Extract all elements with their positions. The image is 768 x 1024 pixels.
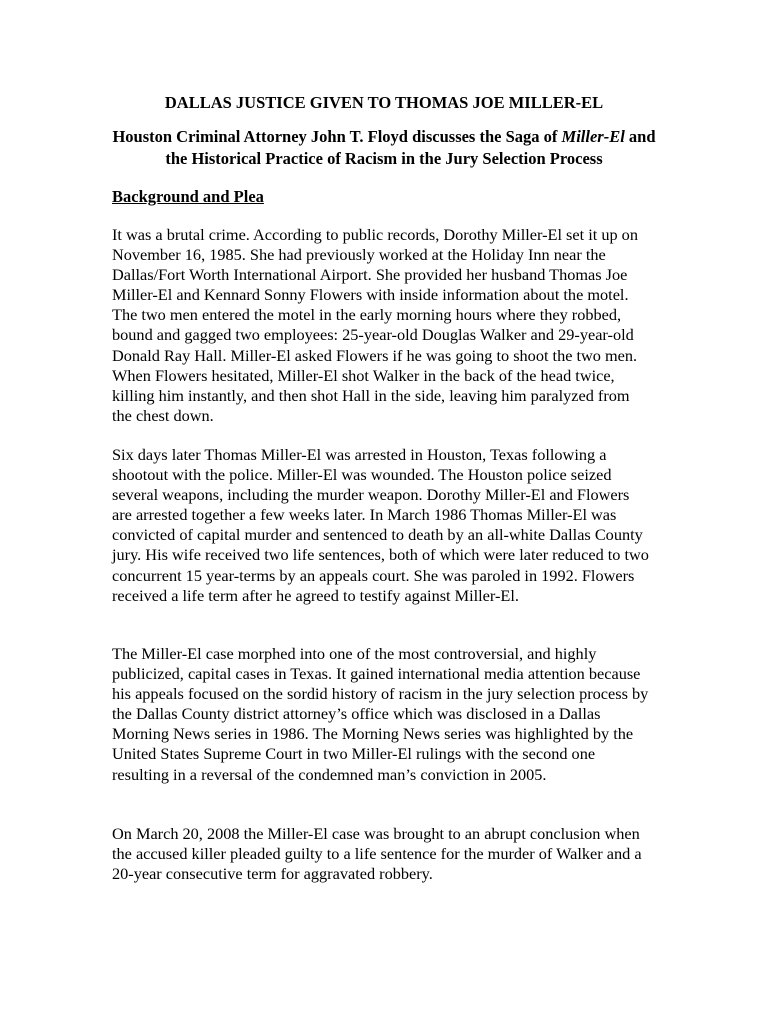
body-paragraph-1: It was a brutal crime. According to public records, Dorothy Miller-El set it up on November 16, 1985. She had previously worked at the Holiday Inn near the Dallas/Fort Worth International Airport. She provided her husband Thomas Joe Miller-El and Kennard Sonny Flowers with inside information about the motel. The two men entered the motel in the early morning hours where they robbed, bound and gagged two employees: 25-year-old Douglas Walker and 29-year-old Donald Ray Hall. Miller-El asked Flowers if he was going to shoot the two men. When Flowers hesitated, Miller-El shot Walker in the back of the head twice, killing him instantly, and then shot Hall in the side, leaving him paralyzed from the chest down. <box>112 225 638 425</box>
document-title: DALLAS JUSTICE GIVEN TO THOMAS JOE MILLER-EL <box>164 93 604 112</box>
subtitle-text-before: Houston Criminal Attorney John T. Floyd discusses the Saga of <box>112 127 562 146</box>
subtitle-italic-case-name: Miller-El <box>561 127 625 146</box>
body-paragraph-3: The Miller-El case morphed into one of the most controversial, and highly publicized, capital cases in Texas. It gained international media attention because his appeals focused on the sordid history of racism in the jury selection process by the Dallas County district attorney’s office which was disclosed in a Dallas Morning News series in 1986. The Morning News series was highlighted by the United States Supreme Court in two Miller-El rulings with the second one resulting in a reversal of the condemned man’s conviction in 2005. <box>112 644 649 784</box>
subtitle-text-after: and the Historical Practice of Racism in the Jury Selection Process <box>165 127 656 168</box>
body-paragraph-2: Six days later Thomas Miller-El was arrested in Houston, Texas following a shootout with the police. Miller-El was wounded. The Houston police seized several weapons, including the murder weapon. Dorothy Miller-El and Flowers are arrested together a few weeks later. In March 1986 Thomas Miller-El was convicted of capital murder and sentenced to death by an all-white Dallas County jury. His wife received two life sentences, both of which were later reduced to two concurrent 15 year-terms by an appeals court. She was paroled in 1992. Flowers received a life term after he agreed to testify against Miller-El. <box>112 445 649 605</box>
body-paragraph-4: On March 20, 2008 the Miller-El case was brought to an abrupt conclusion when the accused killer pleaded guilty to a life sentence for the murder of Walker and a 20-year consecutive term for aggravated robbery. <box>112 824 642 884</box>
section-heading: Background and Plea <box>112 187 264 206</box>
document-subtitle <box>112 126 656 170</box>
